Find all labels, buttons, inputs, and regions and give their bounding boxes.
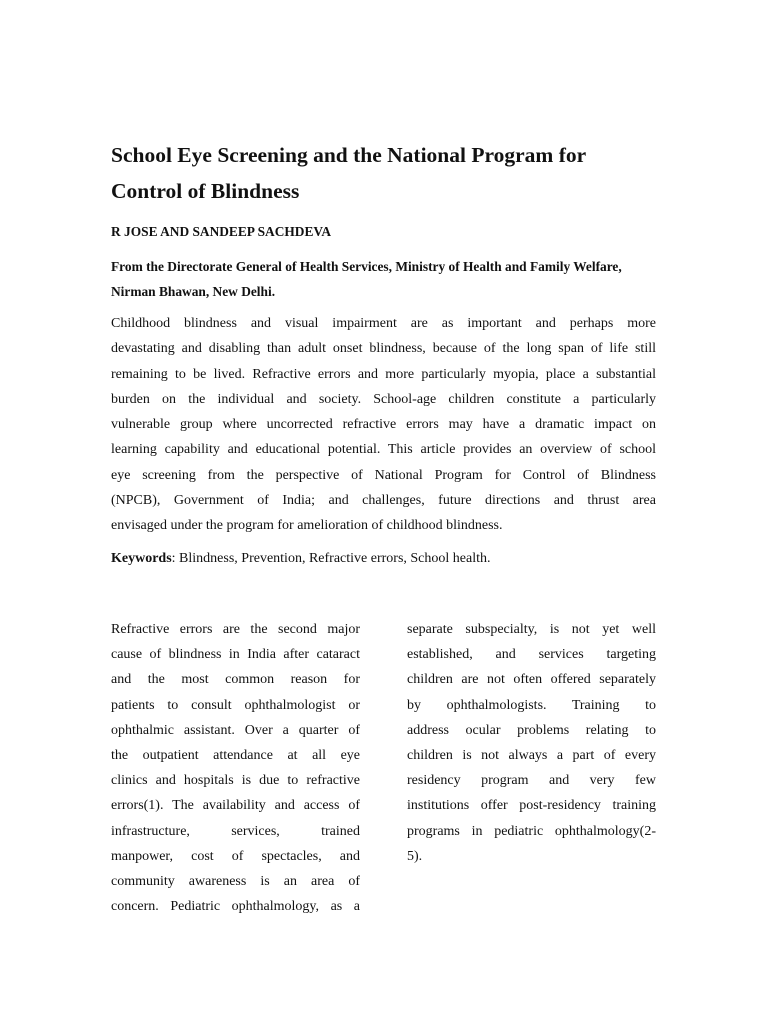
abstract-line: devastating and disabling than adult onset blindness, because of the long span of life still — [111, 341, 656, 357]
keywords-label: Keywords — [111, 551, 172, 566]
body-line: programs in pediatric ophthalmology(2- — [407, 823, 656, 839]
body-line: patients to consult ophthalmologist or — [111, 697, 360, 713]
body-line: community awareness is an area of — [111, 873, 360, 889]
author-list: R JOSE AND SANDEEP SACHDEVA — [111, 224, 332, 239]
body-line: separate subspecialty, is not yet well — [407, 622, 656, 637]
abstract-line: vulnerable group where uncorrected refractive errors may have a dramatic impact on — [111, 417, 656, 433]
body-line: children is not always a part of every — [407, 747, 656, 763]
abstract — [111, 311, 656, 539]
body-line: established, and services targeting — [407, 647, 656, 663]
title-line: Control of Blindness — [111, 179, 300, 203]
body-line: manpower, cost of spectacles, and — [111, 848, 360, 864]
body-line: concern. Pediatric ophthalmology, as a — [111, 899, 360, 915]
body-line: the outpatient attendance at all eye — [111, 747, 360, 763]
body-line: cause of blindness in India after cataract — [111, 647, 360, 663]
abstract-line: Childhood blindness and visual impairment are as important and perhaps more — [111, 316, 656, 331]
body-column-left — [111, 617, 360, 919]
affiliation — [111, 255, 671, 304]
body-line: and the most common reason for — [111, 672, 360, 688]
body-line: 5). — [407, 848, 423, 864]
abstract-line: (NPCB), Government of India; and challenges, future directions and thrust area — [111, 493, 656, 509]
abstract-line: learning capability and educational potential. This article provides an overview of school — [111, 442, 656, 458]
keywords — [111, 549, 491, 569]
body-line: infrastructure, services, trained — [111, 823, 360, 839]
body-line: errors(1). The availability and access of — [111, 798, 360, 814]
abstract-line: burden on the individual and society. School-age children constitute a particularly — [111, 391, 656, 407]
body-line: institutions offer post-residency training — [407, 798, 656, 814]
body-line: clinics and hospitals is due to refractive — [111, 773, 360, 789]
body-line: children are not often offered separately — [407, 672, 656, 688]
body-line: address ocular problems relating to — [407, 722, 656, 738]
title-line: School Eye Screening and the National Program for — [111, 143, 587, 167]
abstract-line: remaining to be lived. Refractive errors and more particularly myopia, place a substantial — [111, 366, 656, 382]
abstract-line: eye screening from the perspective of National Program for Control of Blindness — [111, 467, 656, 483]
body-line: residency program and very few — [407, 773, 656, 789]
body-column-right — [407, 617, 656, 869]
affiliation-line: From the Directorate General of Health Services, Ministry of Health and Family Welfare, — [111, 259, 622, 274]
abstract-line: envisaged under the program for amelioration of childhood blindness. — [111, 518, 503, 534]
keywords-text: : Blindness, Prevention, Refractive errors, School health. — [171, 551, 491, 566]
affiliation-line: Nirman Bhawan, New Delhi. — [111, 283, 276, 299]
body-line: by ophthalmologists. Training to — [407, 697, 656, 713]
body-line: Refractive errors are the second major — [111, 622, 360, 637]
article-title — [111, 137, 671, 209]
body-line: ophthalmic assistant. Over a quarter of — [111, 722, 360, 738]
